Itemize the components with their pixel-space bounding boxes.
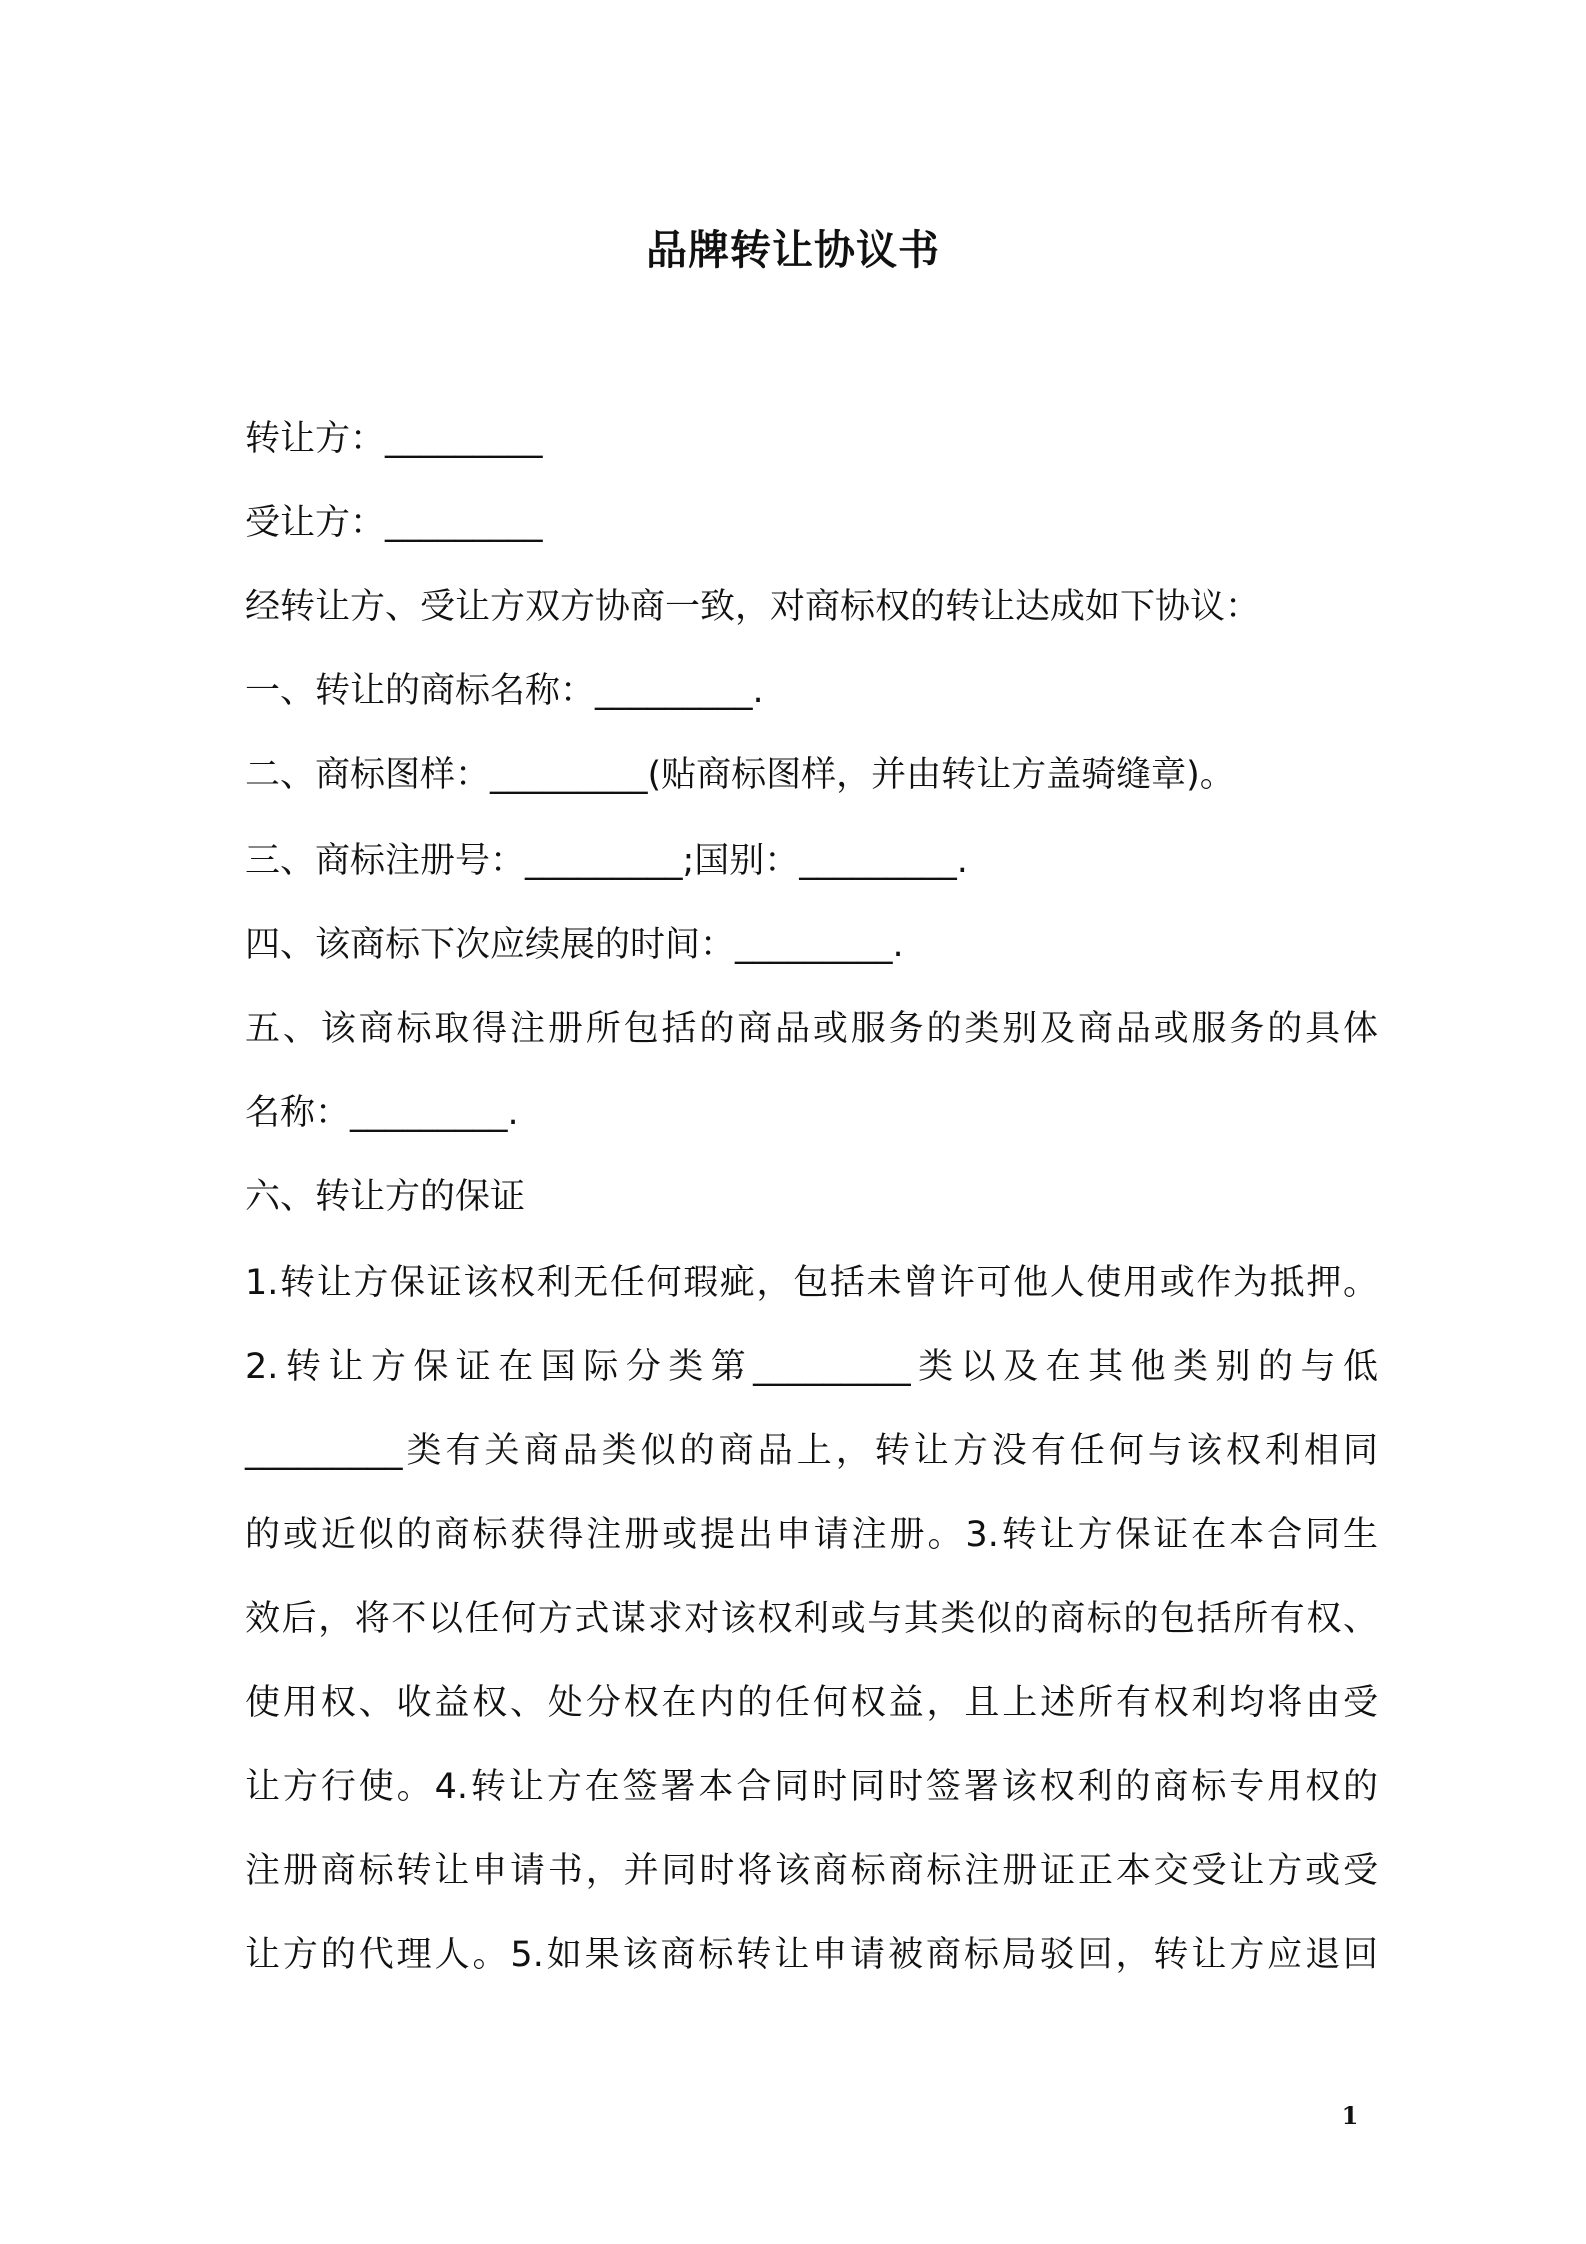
transferee-line: 受让方：_________ <box>245 503 543 543</box>
guarantee-paragraph-line: 让方行使。4.转让方在签署本合同时同时签署该权利的商标专用权的 <box>245 1767 1378 1807</box>
guarantee-paragraph-line: 1.转让方保证该权利无任何瑕疵，包括未曾许可他人使用或作为抵押。 <box>245 1263 1378 1303</box>
guarantee-paragraph-line: 的或近似的商标获得注册或提出申请注册。3.转让方保证在本合同生 <box>245 1515 1378 1555</box>
page-number: 1 <box>1341 2101 1359 2130</box>
guarantee-paragraph-line: 让方的代理人。5.如果该商标转让申请被商标局驳回，转让方应退回 <box>245 1935 1378 1975</box>
guarantee-paragraph-line: 注册商标转让申请书，并同时将该商标商标注册证正本交受让方或受 <box>245 1851 1378 1891</box>
transferor-line: 转让方：_________ <box>245 419 543 459</box>
clause-2-trademark-sample: 二、商标图样：_________(贴商标图样，并由转让方盖骑缝章)。 <box>245 755 1235 795</box>
clause-4-renewal-time: 四、该商标下次应续展的时间：_________. <box>245 925 904 965</box>
document-title: 品牌转让协议书 <box>646 226 940 274</box>
clause-6-heading: 六、转让方的保证 <box>245 1177 526 1217</box>
guarantee-paragraph-line: 2.转让方保证在国际分类第_________类以及在其他类别的与低 <box>245 1347 1378 1387</box>
clause-5-goods-names: 名称：_________. <box>245 1093 519 1133</box>
clause-5-goods-categories: 五、该商标取得注册所包括的商品或服务的类别及商品或服务的具体 <box>245 1009 1378 1049</box>
guarantee-paragraph-line: _________类有关商品类似的商品上，转让方没有任何与该权利相同 <box>245 1431 1378 1471</box>
guarantee-paragraph-line: 使用权、收益权、处分权在内的任何权益，且上述所有权利均将由受 <box>245 1683 1378 1723</box>
clause-1-trademark-name: 一、转让的商标名称：_________. <box>245 671 764 711</box>
clause-3-registration-number: 三、商标注册号：_________;国别：_________. <box>245 841 968 881</box>
agreement-intro: 经转让方、受让方双方协商一致，对商标权的转让达成如下协议： <box>245 587 1261 627</box>
guarantee-paragraph-line: 效后，将不以任何方式谋求对该权利或与其类似的商标的包括所有权、 <box>245 1599 1378 1639</box>
